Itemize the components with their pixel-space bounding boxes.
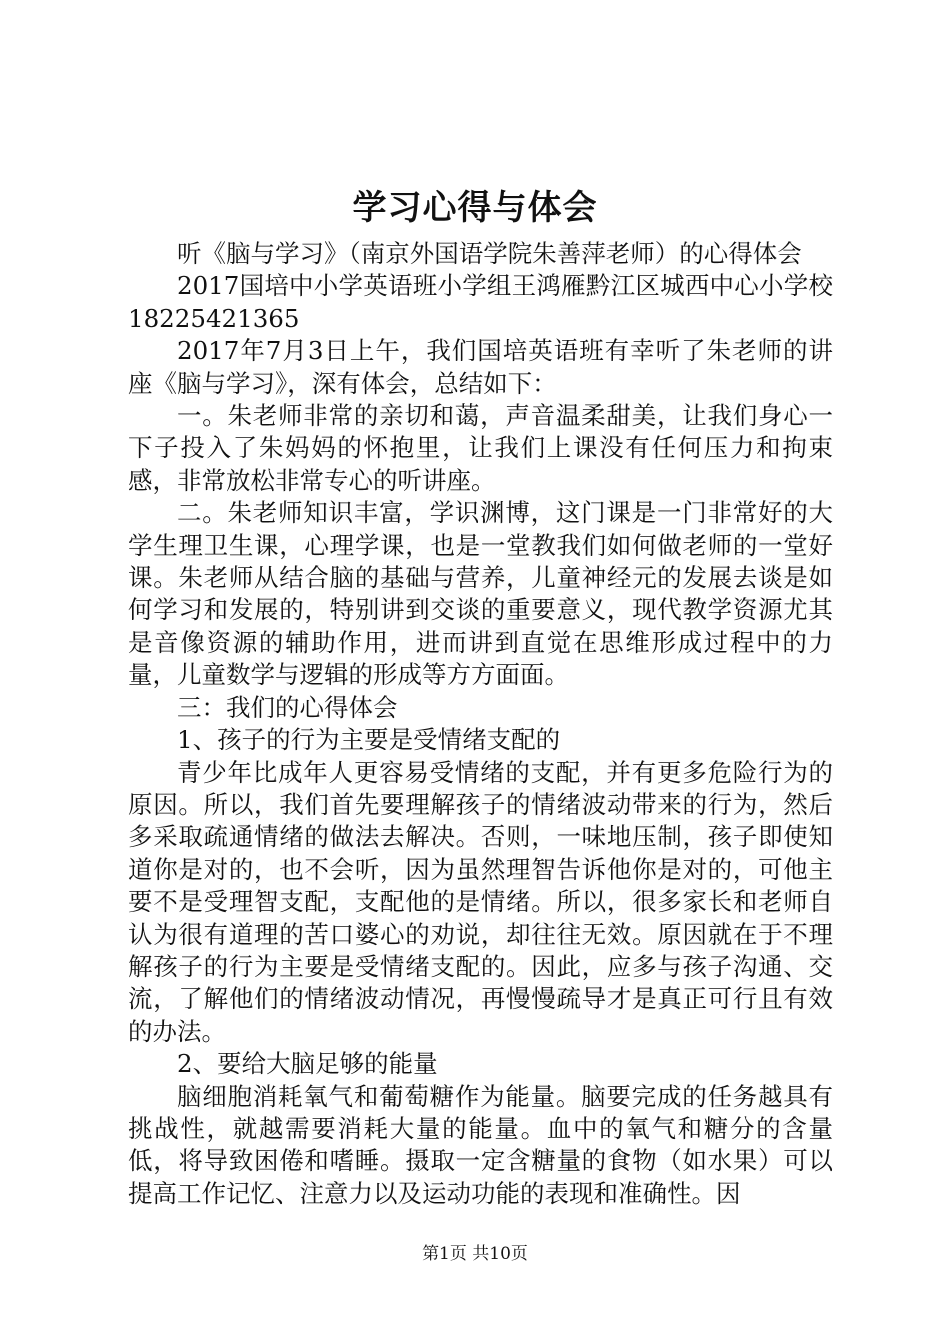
paragraph-point-one: 一。朱老师非常的亲切和蔼，声音温柔甜美，让我们身心一下子投入了朱妈妈的怀抱里，让我们上课没有任何压力和拘束感，非常放松非常专心的听讲座。 (128, 401, 833, 495)
paragraph-subheading-two: 2、要给大脑足够的能量 (177, 1049, 438, 1079)
document-title: 学习心得与体会 (352, 188, 598, 228)
paragraph-author-info: 2017国培中小学英语班小学组王鸿雁黔江区城西中心小学校18225421365 (128, 271, 833, 333)
paragraph-subheading-one: 1、孩子的行为主要是受情绪支配的 (177, 725, 561, 755)
paragraph-lecture-heading: 听《脑与学习》（南京外国语学院朱善萍老师）的心得体会 (177, 239, 802, 268)
paragraph-introduction: 2017年7月3日上午，我们国培英语班有幸听了朱老师的讲座《脑与学习》，深有体会，总结如下： (128, 336, 833, 398)
document-body (128, 238, 833, 1210)
page-number-footer: 第1页 共10页 (422, 1244, 528, 1264)
paragraph-emotion-body: 青少年比成年人更容易受情绪的支配，并有更多危险行为的原因。所以，我们首先要理解孩子的情绪波动带来的行为，然后多采取疏通情绪的做法去解决。否则，一味地压制，孩子即使知道你是对的，也不会听，因为虽然理智告诉他你是对的，可他主要不是受理智支配，支配他的是情绪。所以，很多家长和老师自认为很有道理的苦口婆心的劝说，却往往无效。原因就在于不理解孩子的行为主要是受情绪支配的。因此，应多与孩子沟通、交流，了解他们的情绪波动情况，再慢慢疏导才是真正可行且有效的办法。 (128, 757, 833, 1046)
paragraph-section-three-heading: 三：我们的心得体会 (177, 692, 398, 722)
paragraph-point-two: 二。朱老师知识丰富，学识渊博，这门课是一门非常好的大学生理卫生课，心理学课，也是一堂教我们如何做老师的一堂好课。朱老师从结合脑的基础与营养，儿童神经元的发展去谈是如何学习和发展的，特别讲到交谈的重要意义，现代教学资源尤其是音像资源的辅助作用，进而讲到直觉在思维形成过程中的力量，儿童数学与逻辑的形成等方方面面。 (128, 498, 833, 690)
paragraph-energy-body: 脑细胞消耗氧气和葡萄糖作为能量。脑要完成的任务越具有挑战性，就越需要消耗大量的能量。血中的氧气和糖分的含量低，将导致困倦和嗜睡。摄取一定含糖量的食物（如水果）可以提高工作记忆、注意力以及运动功能的表现和准确性。因 (128, 1081, 833, 1208)
